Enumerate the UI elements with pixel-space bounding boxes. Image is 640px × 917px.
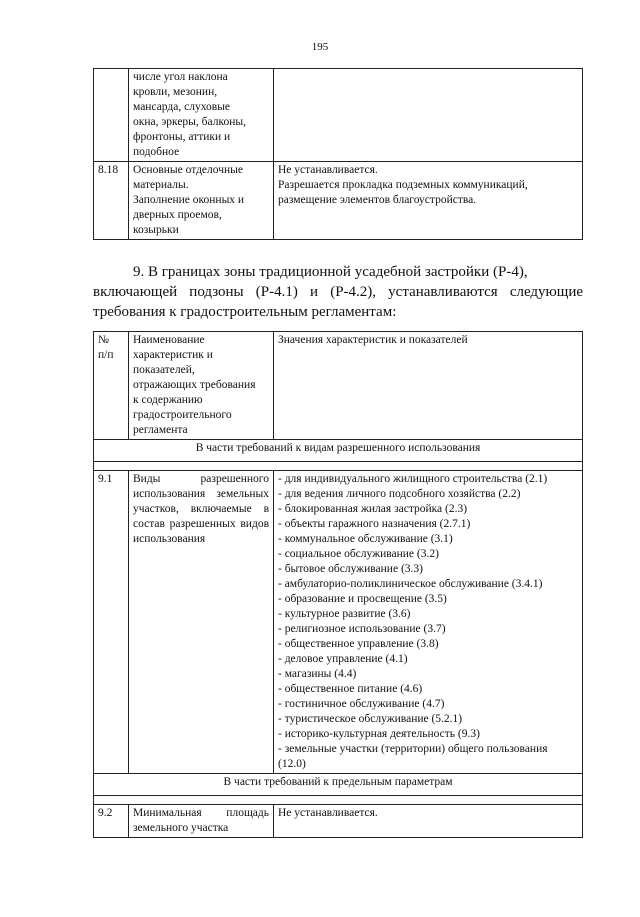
row-number-cell: 9.2	[94, 805, 129, 838]
list-item: - для ведения личного подсобного хозяйства (2.2)	[278, 488, 521, 500]
list-item: - туристическое обслуживание (5.2.1)	[278, 713, 463, 725]
spacer-row	[94, 462, 583, 471]
list-item: - объекты гаражного назначения (2.7.1)	[278, 518, 471, 530]
list-item: - общественное управление (3.8)	[278, 638, 439, 650]
text-line: Не устанавливается.	[278, 164, 378, 176]
characteristic-name-cell: Минимальная площадь земельного участка	[129, 805, 274, 838]
text-line: Наименование	[133, 334, 205, 346]
list-item: - земельные участки (территории) общего пользования (12.0)	[278, 743, 548, 770]
list-item: - образование и просвещение (3.5)	[278, 593, 447, 605]
text-line: к содержанию	[133, 394, 203, 406]
list-item: - культурное развитие (3.6)	[278, 608, 411, 620]
text-line: размещение элементов благоустройства.	[278, 194, 477, 206]
paragraph-body: включающей подзоны (Р-4.1) и (Р-4.2), устанавливаются следующие требования к градостроительным регламентам:	[93, 284, 583, 320]
table-row	[94, 162, 583, 240]
text-line: №	[98, 334, 109, 346]
row-number-cell: 9.1	[94, 471, 129, 774]
list-item: - гостиничное обслуживание (4.7)	[278, 698, 445, 710]
spacer-cell	[94, 462, 583, 471]
section-heading-limits: В части требований к предельным параметрам	[94, 774, 583, 796]
table-row	[94, 471, 583, 774]
list-item: - амбулаторио-поликлиническое обслуживание (3.4.1)	[278, 578, 543, 590]
spacer-cell	[94, 796, 583, 805]
text-line: Основные отделочные	[133, 164, 243, 176]
permitted-uses-cell	[274, 471, 583, 774]
list-item: - магазины (4.4)	[278, 668, 357, 680]
list-item: - для индивидуального жилищного строительства (2.1)	[278, 473, 548, 485]
list-item: - коммунальное обслуживание (3.1)	[278, 533, 453, 545]
text-line: Заполнение оконных и	[133, 194, 245, 206]
spacer-row	[94, 796, 583, 805]
header-number-cell	[94, 332, 129, 440]
list-item: - блокированная жилая застройка (2.3)	[278, 503, 468, 515]
text-line: материалы.	[133, 179, 189, 191]
text-line: градостроительного	[133, 409, 232, 421]
text-line: показателей,	[133, 364, 195, 376]
list-item: - социальное обслуживание (3.2)	[278, 548, 439, 560]
table-header-row	[94, 332, 583, 440]
text-line: дверных проемов,	[133, 209, 222, 221]
characteristic-name-cell: Виды разрешенного использования земельных участков, включаемые в состав разрешенных видов использования	[129, 471, 274, 774]
section-heading-row	[94, 774, 583, 796]
list-item: - бытовое обслуживание (3.3)	[278, 563, 423, 575]
regulation-table	[93, 331, 583, 838]
text-line: окна, эркеры, балконы,	[133, 116, 246, 128]
text-line: отражающих требования	[133, 379, 256, 391]
table-row	[94, 69, 583, 162]
text-line: Разрешается прокладка подземных коммуникаций,	[278, 179, 528, 191]
text-line: регламента	[133, 424, 188, 436]
page-number: 195	[311, 41, 329, 53]
value-cell: Не устанавливается.	[274, 805, 583, 838]
section-paragraph	[93, 262, 583, 322]
text-line: характеристик и	[133, 349, 213, 361]
paragraph-first-line: 9. В границах зоны традиционной усадебной застройки (Р-4),	[133, 264, 528, 280]
value-cell	[274, 69, 583, 162]
regulation-table-continued	[93, 68, 583, 240]
list-item: - общественное питание (4.6)	[278, 683, 423, 695]
value-cell	[274, 162, 583, 240]
section-heading-row	[94, 440, 583, 462]
text-line: фронтоны, аттики и	[133, 131, 231, 143]
header-values-cell: Значения характеристик и показателей	[274, 332, 583, 440]
text-line: кровли, мезонин,	[133, 86, 218, 98]
characteristic-name-cell	[129, 162, 274, 240]
table-row	[94, 805, 583, 838]
section-heading-uses: В части требований к видам разрешенного использования	[94, 440, 583, 462]
row-number-cell	[94, 69, 129, 162]
list-item: - деловое управление (4.1)	[278, 653, 408, 665]
list-item: - историко-культурная деятельность (9.3)	[278, 728, 480, 740]
text-line: п/п	[98, 349, 114, 361]
text-line: козырьки	[133, 224, 179, 236]
header-name-cell	[129, 332, 274, 440]
characteristic-name-cell	[129, 69, 274, 162]
text-line: подобное	[133, 146, 180, 158]
text-line: числе угол наклона	[133, 71, 228, 83]
row-number-cell: 8.18	[94, 162, 129, 240]
text-line: мансарда, слуховые	[133, 101, 231, 113]
list-item: - религиозное использование (3.7)	[278, 623, 446, 635]
